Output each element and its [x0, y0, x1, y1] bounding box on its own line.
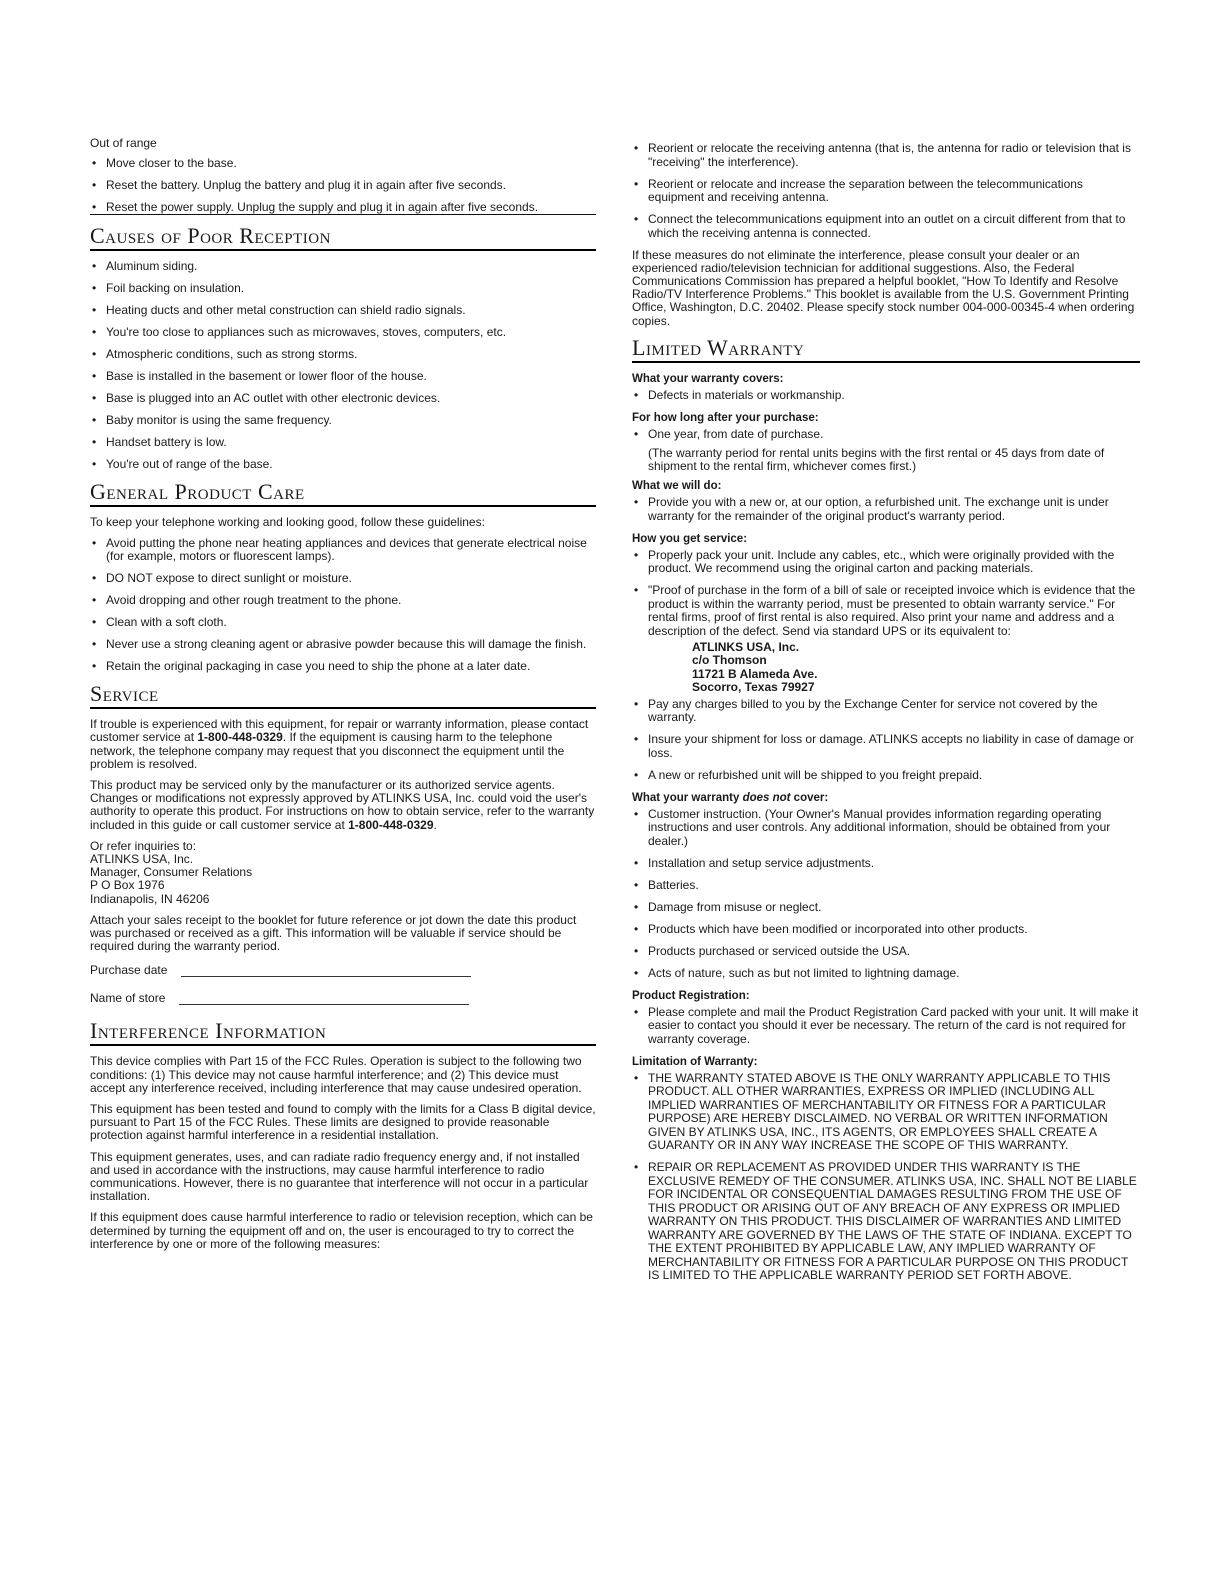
list-item: • You're too close to appliances such as microwaves, stoves, computers, etc. — [90, 326, 596, 340]
purchase-date-label: Purchase date — [90, 963, 168, 978]
list-item: • Insure your shipment for loss or damage. ATLINKS accepts no liability in case of damage or loss. — [632, 733, 1140, 760]
measures-note: If these measures do not eliminate the interference, please consult your dealer or an experienced radio/television technician for additional suggestions. Also, the Federal Communications Commission has prepared a helpful booklet, "How To Identify and Resolve Radio/TV Interference Problems." This booklet is available from the U.S. Government Printing Office, Washington, D.C. 20402. Please specify stock number 004-000-00345-4 when ordering copies. — [632, 247, 1135, 328]
poor-reception-heading: Causes of Poor Reception — [90, 224, 596, 251]
list-item: • Reset the battery. Unplug the battery and plug it in again after five seconds. — [90, 179, 596, 193]
address-line: 11721 B Alameda Ave. — [692, 666, 818, 681]
registration-title: Product Registration: — [632, 989, 750, 1002]
out-of-range-list — [90, 157, 596, 216]
list-item: • Handset battery is low. — [90, 436, 596, 450]
warranty-heading: Limited Warranty — [632, 336, 1140, 363]
address-line: c/o Thomson — [692, 653, 767, 668]
interference-paragraph-4: If this equipment does cause harmful interference to radio or television reception, which can be determined by turning the equipment off and on, the user is encouraged to try to correct the interference by one or more of the following measures: — [90, 1210, 593, 1251]
list-item: • Acts of nature, such as but not limited to lightning damage. — [632, 967, 1140, 981]
list-item: • Baby monitor is using the same frequency. — [90, 414, 596, 428]
general-care-intro: To keep your telephone working and looking good, follow these guidelines: — [90, 514, 485, 529]
warranty-duration-note: (The warranty period for rental units begins with the first rental or 45 days from date of shipment to the rental firm, whichever comes first.) — [648, 445, 1105, 473]
list-item: • Reset the power supply. Unplug the supply and plug it in again after five seconds. — [90, 201, 596, 216]
list-item: • Atmospheric conditions, such as strong storms. — [90, 348, 596, 362]
list-item: • Provide you with a new or, at our option, a refurbished unit. The exchange unit is under warranty for the remainder of the original product's warranty period. — [632, 496, 1140, 523]
service-paragraph-3: Attach your sales receipt to the booklet for future reference or jot down the date this product was purchased or received as a gift. This information will be valuable if service should be required during the warranty period. — [90, 912, 577, 954]
store-name-label: Name of store — [90, 991, 166, 1006]
list-item: • Pay any charges billed to you by the Exchange Center for service not covered by the warranty. — [632, 698, 1140, 725]
address-line: Manager, Consumer Relations — [90, 865, 253, 880]
warranty-covers-list — [632, 389, 1140, 403]
list-item: • Damage from misuse or neglect. — [632, 901, 1140, 915]
address-line: Indianapolis, IN 46206 — [90, 891, 210, 906]
list-item: • Installation and setup service adjustments. — [632, 857, 1140, 871]
general-care-list — [90, 537, 596, 674]
list-item: • Avoid putting the phone near heating appliances and devices that generate electrical noise (for example, motors or fluorescent lamps). — [90, 537, 596, 564]
list-item: • Products purchased or serviced outside the USA. — [632, 945, 1140, 959]
list-item: • Move closer to the base. — [90, 157, 596, 171]
store-name-field — [90, 991, 596, 1005]
list-item: • Customer instruction. (Your Owner's Manual provides information regarding operating instructions and user controls. Any additional information, should be obtained from your dealer.) — [632, 808, 1140, 849]
list-item: • Reorient or relocate the receiving antenna (that is, the antenna for radio or television that is "receiving" the interference). — [632, 142, 1140, 169]
list-item: • Reorient or relocate and increase the separation between the telecommunications equipment and receiving antenna. — [632, 178, 1140, 205]
list-item: • Base is plugged into an AC outlet with other electronic devices. — [90, 392, 596, 406]
not-covered-list — [632, 808, 1140, 981]
not-covered-title — [632, 791, 1140, 805]
list-item: • One year, from date of purchase. — [632, 428, 1140, 442]
purchase-date-line — [181, 966, 471, 977]
warranty-will-do-list — [632, 496, 1140, 523]
address-line: Or refer inquiries to: — [90, 838, 197, 853]
store-name-line — [179, 994, 469, 1005]
list-item: • Avoid dropping and other rough treatment to the phone. — [90, 594, 596, 608]
address-line: ATLINKS USA, Inc. — [692, 640, 800, 655]
right-column — [632, 142, 1140, 1291]
phone-number: 1-800-448-0329 — [197, 730, 283, 745]
list-item: • THE WARRANTY STATED ABOVE IS THE ONLY WARRANTY APPLICABLE TO THIS PRODUCT. ALL OTHER WARRANTIES, EXPRESS OR IMPLIED (INCLUDING ALL IMPLIED WARRANTIES OF MERCHANTABILITY OR FITNESS FOR A PARTICULAR PURPOSE) ARE HEREBY DISCLAIMED. NO VERBAL OR WRITTEN INFORMATION GIVEN BY ATLINKS USA, INC., ITS AGENTS, OR EMPLOYEES SHALL CREATE A GUARANTY OR IN ANY WAY INCREASE THE SCOPE OF THIS WARRANTY. — [632, 1072, 1140, 1153]
list-item: • Defects in materials or workmanship. — [632, 389, 1140, 403]
list-item: • You're out of range of the base. — [90, 458, 596, 472]
general-care-heading: General Product Care — [90, 480, 596, 507]
get-service-more-list — [632, 698, 1140, 783]
list-item: • Foil backing on insulation. — [90, 282, 596, 296]
list-item: • Heating ducts and other metal construction can shield radio signals. — [90, 304, 596, 318]
service-paragraph-1 — [90, 718, 596, 771]
address-line: ATLINKS USA, Inc. — [90, 852, 194, 867]
list-item: • Aluminum siding. — [90, 260, 596, 274]
list-item: • Properly pack your unit. Include any cables, etc., which were originally provided with the product. We recommend using the original carton and packing materials. — [632, 549, 1140, 576]
warranty-address — [692, 641, 1140, 694]
list-item: • DO NOT expose to direct sunlight or moisture. — [90, 572, 596, 586]
registration-list — [632, 1006, 1140, 1047]
title-emphasis: does not — [742, 791, 791, 804]
list-item: • Products which have been modified or incorporated into other products. — [632, 923, 1140, 937]
address-line: P O Box 1976 — [90, 878, 165, 893]
interference-paragraph-2: This equipment has been tested and found to comply with the limits for a Class B digital device, pursuant to Part 15 of the FCC Rules. These limits are designed to provide reasonable protection against harmful interference in a residential installation. — [90, 1102, 596, 1143]
list-item: • Connect the telecommunications equipment into an outlet on a circuit different from that to which the receiving antenna is connected. — [632, 213, 1140, 240]
interference-paragraph-3: This equipment generates, uses, and can radiate radio frequency energy and, if not installed and used in accordance with the instructions, may cause harmful interference to radio communications. However, there is no guarantee that interference will not occur in a particular installation. — [90, 1149, 589, 1204]
list-item: • Please complete and mail the Product Registration Card packed with your unit. It will make it easier to contact you should it ever be necessary. The return of the card is not required for warranty coverage. — [632, 1006, 1140, 1047]
out-of-range-title: Out of range — [90, 136, 157, 150]
phone-number: 1-800-448-0329 — [348, 817, 434, 832]
warranty-will-do-title: What we will do: — [632, 480, 722, 493]
list-item: • "Proof of purchase in the form of a bill of sale or receipted invoice which is evidence that the product is within the warranty period, must be presented to obtain warranty service." For rental firms, proof of first rental is also required. Also print your name and address and a description of the defect. Send via standard UPS or its equivalent to: — [632, 584, 1140, 638]
warranty-duration-list — [632, 428, 1140, 442]
inquiry-address — [90, 840, 596, 906]
poor-reception-list — [90, 260, 596, 472]
get-service-list — [632, 549, 1140, 639]
service-text: . If the equipment is causing harm to the telephone network, the telephone company may request that you disconnect the equipment until the problem is resolved. — [90, 730, 565, 771]
purchase-date-field — [90, 963, 596, 977]
warranty-covers-title: What your warranty covers: — [632, 372, 784, 385]
get-service-title: How you get service: — [632, 532, 748, 545]
address-line: Socorro, Texas 79927 — [692, 679, 815, 694]
limitation-title: Limitation of Warranty: — [632, 1055, 758, 1068]
list-item: • REPAIR OR REPLACEMENT AS PROVIDED UNDER THIS WARRANTY IS THE EXCLUSIVE REMEDY OF THE CONSUMER. ATLINKS USA, INC. SHALL NOT BE LIABLE FOR INCIDENTAL OR CONSEQUENTIAL DAMAGES RESULTING FROM THE USE OF THIS PRODUCT OR ARISING OUT OF ANY BREACH OF ANY EXPRESS OR IMPLIED WARRANTY ON THIS PRODUCT. THIS DISCLAIMER OF WARRANTIES AND LIMITED WARRANTY ARE GOVERNED BY THE LAWS OF THE STATE OF INDIANA. EXCEPT TO THE EXTENT PROHIBITED BY APPLICABLE LAW, ANY IMPLIED WARRANTY OF MERCHANTABILITY OR FITNESS FOR A PARTICULAR PURPOSE ON THIS PRODUCT IS LIMITED TO THE APPLICABLE WARRANTY PERIOD SET FORTH ABOVE. — [632, 1161, 1140, 1283]
service-paragraph-2 — [90, 779, 596, 832]
limitation-list — [632, 1072, 1140, 1283]
interference-heading: Interference Information — [90, 1019, 596, 1046]
left-column — [90, 136, 596, 1259]
list-item: • Clean with a soft cloth. — [90, 616, 596, 630]
list-item: • A new or refurbished unit will be shipped to you freight prepaid. — [632, 769, 1140, 783]
list-item: • Never use a strong cleaning agent or abrasive powder because this will damage the finish. — [90, 638, 596, 652]
title-text: cover: — [790, 791, 829, 804]
interference-paragraph-1: This device complies with Part 15 of the FCC Rules. Operation is subject to the following two conditions: (1) This device may not cause harmful interference; and (2) This device must accept any interference received, including interference that may cause undesired operation. — [90, 1054, 582, 1095]
list-item: • Batteries. — [632, 879, 1140, 893]
interference-measures-list — [632, 142, 1140, 240]
service-text: This product may be serviced only by the manufacturer or its authorized service agents. Changes or modifications not expressly approved by ATLINKS USA, Inc. could void the user's authority to operate this product. For instructions on how to obtain service, refer to the warranty included in this guide or call customer service at — [90, 778, 595, 832]
title-text: What your warranty — [632, 791, 743, 804]
warranty-duration-title: For how long after your purchase: — [632, 411, 819, 424]
service-text: . — [433, 817, 437, 832]
list-item: • Base is installed in the basement or lower floor of the house. — [90, 370, 596, 384]
list-item: • Retain the original packaging in case you need to ship the phone at a later date. — [90, 660, 596, 674]
service-text: If trouble is experienced with this equipment, for repair or warranty information, please contact customer service at — [90, 717, 589, 745]
service-heading: Service — [90, 682, 596, 709]
